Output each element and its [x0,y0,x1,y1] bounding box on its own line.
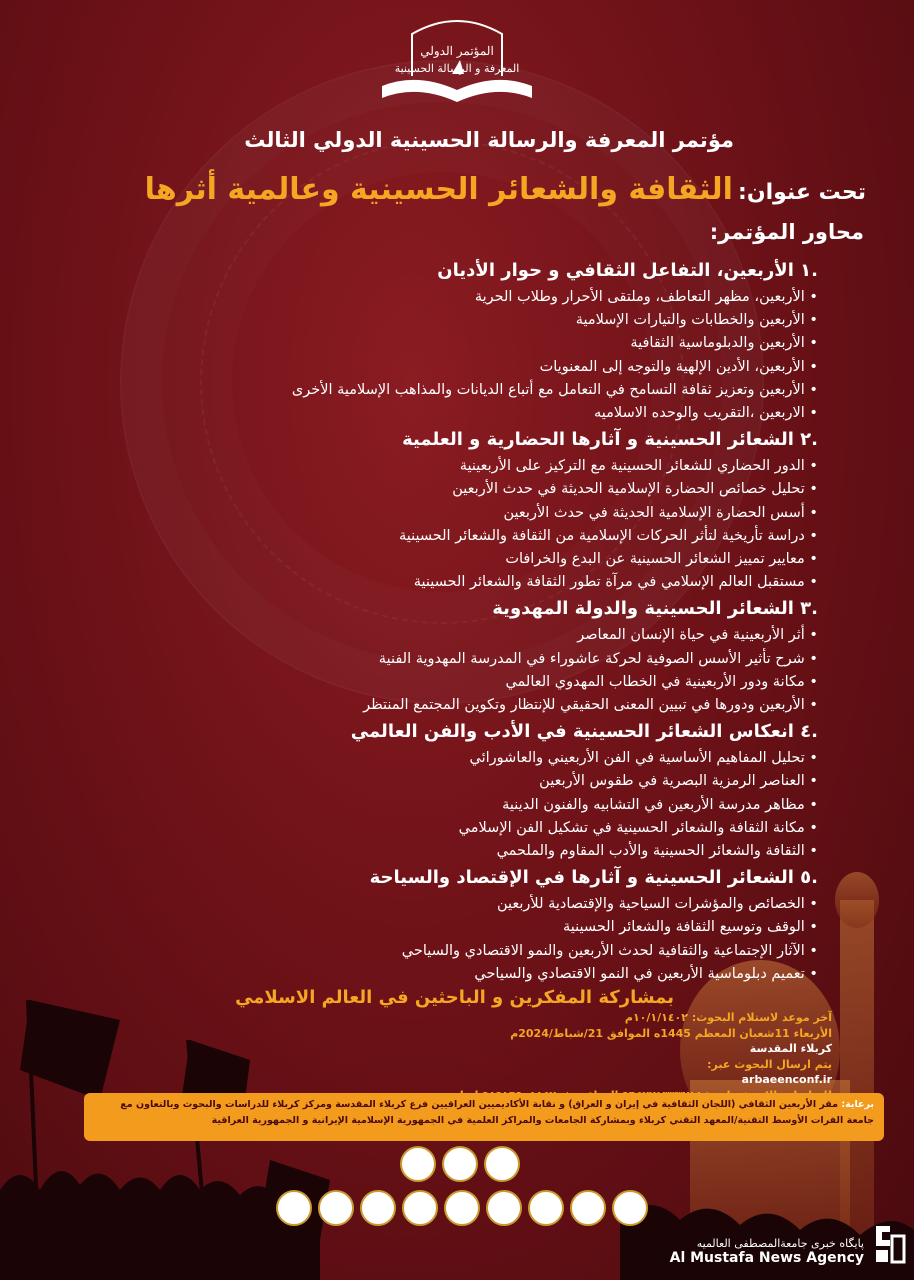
section-4 [48,717,818,863]
sponsor-label: برعاية: [841,1099,874,1110]
list-item: • الأربعين ودورها في تبيين المعنى الحقيقي للإنتظار وتكوين المجتمع المنتظر [48,694,818,717]
conference-info [312,1010,832,1103]
sponsor-banner [84,1093,884,1141]
partner-logo-icon [318,1190,354,1226]
logo-emblem-icon [372,14,542,106]
partner-logo-icon [528,1190,564,1226]
section-title: .٤ انعكاس الشعائر الحسينية في الأدب والفن العالمي [350,721,818,743]
submission-row [312,1057,832,1073]
partner-logo-icon [442,1146,478,1182]
list-item: • شرح تأثير الأسس الصوفية لحركة عاشوراء في المدرسة المهدوية الفنية [48,648,818,671]
list-item: • الاربعين ،التقريب والوحده الاسلاميه [48,402,818,425]
subtitle-label: تحت عنوان: [738,180,866,205]
conference-place: كربلاء المقدسة [749,1042,832,1055]
partner-logo-icon [402,1190,438,1226]
list-item: • الوقف وتوسيع الثقافة والشعائر الحسينية [48,916,818,939]
logo-line-1: المؤتمر الدولي [420,44,494,58]
partner-logo-icon [570,1190,606,1226]
conference-logo [372,14,542,106]
list-item: • مستقبل العالم الإسلامي في مرآة تطور الثقافة والشعائر الحسينية [48,571,818,594]
logo-line-2: المعرفة و الرسالة الحسينية [394,62,520,75]
list-item: • تحليل المفاهيم الأساسية في الفن الأربعيني والعاشورائي [48,747,818,770]
conference-title: مؤتمر المعرفة والرسالة الحسينية الدولي الثالث [244,128,734,152]
section-2 [48,425,818,594]
list-item: • مظاهر مدرسة الأربعين في التشابيه والفنون الدينية [48,794,818,817]
sponsor-text: مقر الأربعين الثقافي (اللجان الثقافية في إيران و العراق) و نقابة الأكاديميين العراقيين فرع كربلاء المقدسة ومركز كربلاء للدراسات والبحوث وبالتعاون مع جامعة الفرات الأوسط التقنية/المعهد التقني كربلاء وبمشاركة الجامعات والمراكز العلمية في الجمهورية الإسلامية الإيرانية و الجمهورية العراقية [120,1099,874,1126]
website-link[interactable]: arbaeenconf.ir [741,1073,832,1086]
list-item: • معايير تمييز الشعائر الحسينية عن البدع والخرافات [48,548,818,571]
list-item: • مكانة الثقافة والشعائر الحسينية في تشكيل الفن الإسلامي [48,817,818,840]
list-item: • الأربعين وتعزيز ثقافة التسامح في التعامل مع أتباع الديانات والمذاهب الإسلامية الأخرى [48,379,818,402]
list-item: • الخصائص والمؤشرات السياحية والإقتصادية للأربعين [48,893,818,916]
section-title: .١ الأربعين، التفاعل الثقافي و حوار الأديان [437,260,818,281]
list-item: • الأربعين، مظهر التعاطف، وملتقى الأحرار وطلاب الحرية [48,286,818,309]
list-item: • الآثار الإجتماعية والثقافية لحدث الأربعين والنمو الاقتصادي والسياحي [48,940,818,963]
section-title: .٣ الشعائر الحسينية والدولة المهدوية [492,598,818,620]
list-item: • تعميم دبلوماسية الأربعين في النمو الاقتصادي والسياحي [48,963,818,986]
section-1 [48,256,818,425]
list-item: • الثقافة والشعائر الحسينية والأدب المقاوم والملحمي [48,840,818,863]
agency-name-fa: پایگاه خبری جامعةالمصطفی العالمیه [696,1237,864,1250]
section-title: .٥ الشعائر الحسينية و آثارها في الإقتصاد والسياحة [369,867,818,889]
subtitle-main: الثقافة والشعائر الحسينية وعالمية أثرها [144,172,733,207]
conference-axes [48,256,818,986]
partner-logo-icon [486,1190,522,1226]
partner-logo-icon [360,1190,396,1226]
deadline: آخر موعد لاستلام البحوث: ١٠/١/١٤٠٢م [624,1011,832,1024]
partner-logos [276,1140,656,1240]
agency-logo-icon [870,1222,908,1266]
list-item: • تحليل خصائص الحضارة الإسلامية الحديثة في حدث الأربعين [48,478,818,501]
submission-label: يتم ارسال البحوث عبر: [707,1057,832,1071]
partner-logo-icon [400,1146,436,1182]
section-3 [48,594,818,717]
subtitle [36,172,866,207]
list-item: • الدور الحضاري للشعائر الحسينية مع التركيز على الأربعينية [48,455,818,478]
list-item: • الأربعين، الأدين الإلهية والتوجه إلى المعنويات [48,356,818,379]
conference-date: الأربعاء 11شعبان المعظم 1445ه الموافق 21/شباط/2024م [510,1026,832,1040]
agency-name-en: Al Mustafa News Agency [669,1250,864,1266]
list-item: • أسس الحضارة الإسلامية الحديثة في حدث الأربعين [48,502,818,525]
list-item: • الأربعين والدبلوماسية الثقافية [48,332,818,355]
list-item: • أثر الأربعينية في حياة الإنسان المعاصر [48,624,818,647]
partner-logo-icon [484,1146,520,1182]
closing-line: بمشاركة المفكرين و الباحثين في العالم الاسلامي [235,987,674,1008]
axes-heading: محاور المؤتمر: [709,220,864,244]
list-item: • الأربعين والخطابات والتيارات الإسلامية [48,309,818,332]
list-item: • مكانة ودور الأربعينية في الخطاب المهدوي العالمي [48,671,818,694]
list-item: • دراسة تأريخية لتأثر الحركات الإسلامية من الثقافة والشعائر الحسينية [48,525,818,548]
section-5 [48,863,818,986]
list-item: • العناصر الرمزية البصرية في طقوس الأربعين [48,770,818,793]
partner-logo-icon [444,1190,480,1226]
partner-logo-icon [276,1190,312,1226]
agency-credit [670,1237,864,1266]
partner-logo-icon [612,1190,648,1226]
section-title: .٢ الشعائر الحسينية و آثارها الحضارية و العلمية [402,429,818,451]
